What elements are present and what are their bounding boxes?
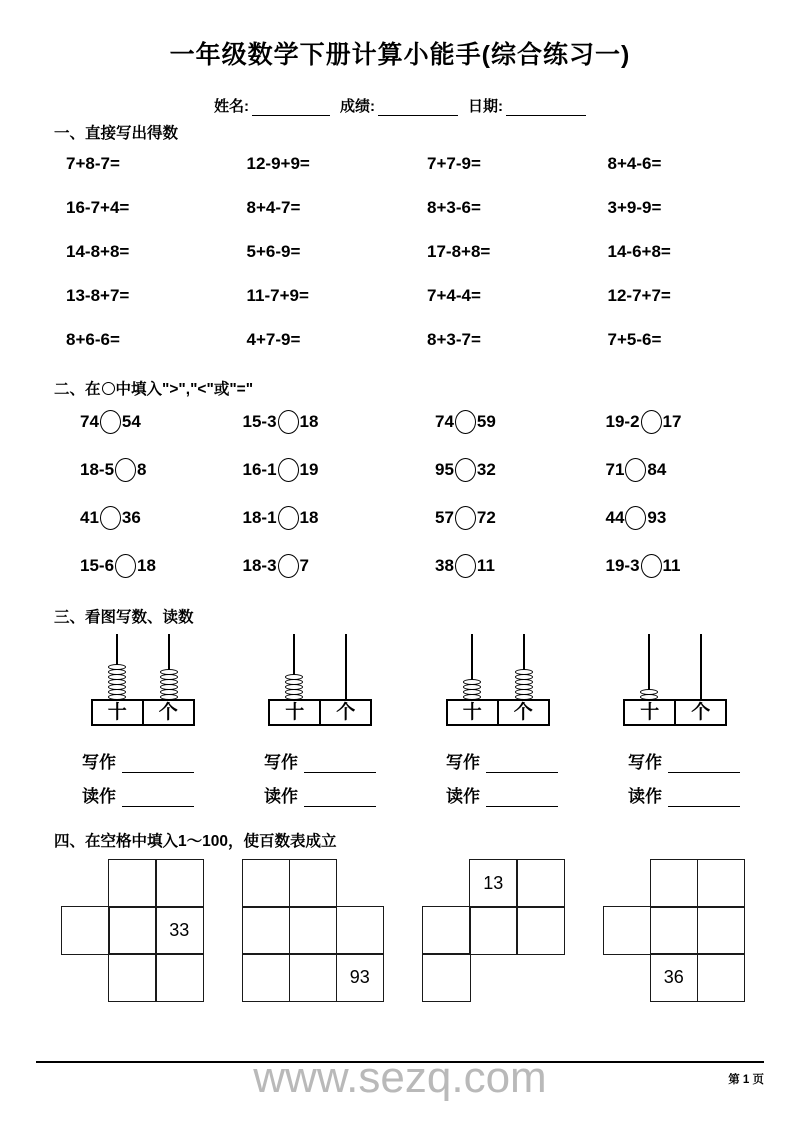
section-abacus-heading: 三、看图写数、读数 bbox=[54, 608, 194, 626]
comparison-problem[interactable] bbox=[58, 554, 235, 578]
arithmetic-problem[interactable]: 11-7+9= bbox=[246, 285, 309, 305]
ones-rod bbox=[320, 634, 372, 700]
comparison-right-operand: 8 bbox=[137, 459, 147, 479]
tens-place-label: 十 bbox=[640, 701, 660, 723]
comparison-circle-blank[interactable] bbox=[115, 458, 136, 482]
arithmetic-problem[interactable]: 7+4-4= bbox=[427, 285, 481, 305]
chart-blank-cell[interactable] bbox=[697, 859, 746, 908]
page-number: 第 1 页 bbox=[728, 1074, 764, 1086]
score-label: 成绩: bbox=[340, 97, 375, 115]
chart-gap bbox=[517, 954, 564, 1001]
comparison-right-operand: 32 bbox=[476, 459, 496, 479]
chart-blank-cell[interactable] bbox=[469, 906, 518, 955]
comparison-right-operand: 11 bbox=[476, 555, 495, 575]
ones-rod bbox=[675, 634, 727, 700]
chart-blank-cell[interactable] bbox=[242, 859, 291, 908]
date-label: 日期: bbox=[468, 97, 503, 115]
abacus-answer-row bbox=[36, 726, 764, 816]
comparison-right-operand: 18 bbox=[299, 411, 319, 431]
ones-rod bbox=[143, 634, 195, 700]
read-as-line bbox=[446, 782, 558, 807]
chart-blank-cell[interactable] bbox=[108, 906, 157, 955]
comparison-left-operand: 74 bbox=[435, 411, 454, 431]
bead-stack bbox=[108, 665, 126, 700]
arithmetic-problem[interactable]: 7+8-7= bbox=[66, 153, 120, 173]
comparison-right-operand: 19 bbox=[299, 459, 319, 479]
section-arithmetic-heading: 一、直接写出得数 bbox=[54, 124, 179, 142]
place-value-box bbox=[268, 699, 372, 726]
section-abacus bbox=[36, 608, 764, 816]
ones-place-label: 个 bbox=[319, 701, 370, 724]
chart-blank-cell[interactable] bbox=[289, 859, 338, 908]
circle-icon bbox=[102, 382, 115, 395]
comparison-right-operand: 11 bbox=[662, 555, 681, 575]
comparison-left-operand: 74 bbox=[80, 411, 99, 431]
hundred-chart-puzzle bbox=[584, 860, 765, 1001]
comparison-problem[interactable] bbox=[411, 458, 588, 482]
chart-gap bbox=[470, 954, 517, 1001]
section-arithmetic bbox=[36, 124, 764, 350]
comparison-problem[interactable] bbox=[411, 506, 588, 530]
date-field bbox=[468, 95, 586, 116]
chart-blank-cell[interactable] bbox=[155, 953, 204, 1002]
arithmetic-problem[interactable]: 16-7+4= bbox=[66, 197, 130, 217]
section-comparison bbox=[36, 380, 764, 578]
chart-blank-cell[interactable] bbox=[242, 906, 291, 955]
write-as-blank[interactable] bbox=[486, 759, 558, 773]
chart-gap bbox=[62, 954, 109, 1001]
comparison-problem[interactable] bbox=[58, 506, 235, 530]
abacus-figure bbox=[232, 634, 410, 726]
section-hundred-chart-heading: 四、在空格中填入1～100，使百数表成立 bbox=[54, 832, 337, 850]
comparison-heading-suffix: 中填入">","<"或"=" bbox=[115, 380, 254, 398]
abacus-figure-row bbox=[36, 634, 764, 726]
tens-rod bbox=[446, 634, 498, 700]
read-as-blank[interactable] bbox=[122, 793, 194, 807]
chart-gap bbox=[603, 860, 650, 907]
arithmetic-problem[interactable]: 5+6-9= bbox=[246, 241, 301, 261]
comparison-problem-grid bbox=[36, 410, 764, 578]
chart-gap bbox=[423, 860, 470, 907]
comparison-left-operand: 15-3 bbox=[242, 411, 277, 431]
comparison-right-operand: 59 bbox=[476, 411, 496, 431]
hundred-chart-row bbox=[36, 860, 764, 1001]
comparison-right-operand: 93 bbox=[647, 507, 667, 527]
comparison-left-operand: 18-3 bbox=[242, 555, 277, 575]
comparison-circle-blank[interactable] bbox=[455, 506, 476, 530]
comparison-right-operand: 7 bbox=[299, 555, 309, 575]
arithmetic-problem[interactable]: 8+3-7= bbox=[427, 329, 481, 349]
write-as-line bbox=[264, 748, 376, 773]
comparison-right-operand: 72 bbox=[476, 507, 496, 527]
chart-blank-cell[interactable] bbox=[697, 906, 746, 955]
comparison-problem[interactable] bbox=[588, 410, 765, 434]
comparison-problem[interactable] bbox=[58, 410, 235, 434]
ones-place-label: 个 bbox=[497, 701, 548, 724]
read-as-blank[interactable] bbox=[486, 793, 558, 807]
place-value-box bbox=[623, 699, 727, 726]
comparison-circle-blank[interactable] bbox=[278, 554, 299, 578]
abacus-figure bbox=[587, 634, 765, 726]
comparison-circle-blank[interactable] bbox=[100, 410, 121, 434]
comparison-circle-blank[interactable] bbox=[641, 554, 662, 578]
comparison-problem[interactable] bbox=[235, 410, 412, 434]
arithmetic-problem[interactable]: 8+4-6= bbox=[607, 153, 662, 173]
write-as-line-label: 写作 bbox=[264, 752, 298, 772]
bead-stack bbox=[463, 680, 481, 700]
read-as-line bbox=[82, 782, 194, 807]
read-as-blank[interactable] bbox=[304, 793, 376, 807]
comparison-problem[interactable] bbox=[588, 458, 765, 482]
comparison-problem[interactable] bbox=[235, 458, 412, 482]
chart-blank-cell[interactable] bbox=[422, 953, 471, 1002]
arithmetic-problem[interactable]: 3+9-9= bbox=[607, 197, 662, 217]
comparison-problem[interactable] bbox=[588, 506, 765, 530]
arithmetic-problem[interactable]: 13-8+7= bbox=[66, 285, 130, 305]
read-as-line-label: 读作 bbox=[82, 786, 116, 806]
arithmetic-problem[interactable]: 14-6+8= bbox=[607, 241, 671, 261]
comparison-circle-blank[interactable] bbox=[455, 554, 476, 578]
chart-blank-cell[interactable] bbox=[516, 859, 565, 908]
arithmetic-problem[interactable]: 12-7+7= bbox=[607, 285, 671, 305]
bead-stack bbox=[160, 670, 178, 700]
comparison-left-operand: 38 bbox=[435, 555, 454, 575]
comparison-circle-blank[interactable] bbox=[278, 410, 299, 434]
comparison-left-operand: 41 bbox=[80, 507, 99, 527]
hundred-chart-puzzle bbox=[223, 860, 404, 1001]
comparison-right-operand: 84 bbox=[647, 459, 667, 479]
comparison-right-operand: 18 bbox=[137, 555, 156, 575]
chart-blank-cell[interactable] bbox=[289, 953, 338, 1002]
abacus-answer-group bbox=[36, 726, 218, 816]
page-title: 一年级数学下册计算小能手(综合练习一) bbox=[169, 41, 631, 69]
name-blank[interactable] bbox=[252, 101, 330, 116]
arithmetic-problem[interactable]: 4+7-9= bbox=[246, 329, 301, 349]
comparison-right-operand: 18 bbox=[299, 507, 319, 527]
chart-blank-cell[interactable] bbox=[289, 906, 338, 955]
write-as-blank[interactable] bbox=[304, 759, 376, 773]
name-label: 姓名: bbox=[214, 97, 249, 115]
chart-blank-cell[interactable] bbox=[336, 906, 385, 955]
write-as-blank[interactable] bbox=[668, 759, 740, 773]
write-as-line bbox=[446, 748, 558, 773]
chart-blank-cell[interactable] bbox=[155, 859, 204, 908]
write-as-line-label: 写作 bbox=[628, 752, 662, 772]
tens-rod bbox=[268, 634, 320, 700]
chart-filled-cell: 13 bbox=[469, 859, 518, 908]
chart-filled-cell: 36 bbox=[650, 953, 699, 1002]
comparison-problem[interactable] bbox=[58, 458, 235, 482]
comparison-circle-blank[interactable] bbox=[100, 506, 121, 530]
chart-blank-cell[interactable] bbox=[603, 906, 652, 955]
tens-place-label: 十 bbox=[285, 701, 305, 723]
write-as-line-label: 写作 bbox=[82, 752, 116, 772]
arithmetic-problem[interactable]: 8+3-6= bbox=[427, 197, 481, 217]
read-as-line-label: 读作 bbox=[264, 786, 298, 806]
name-field bbox=[214, 95, 330, 116]
comparison-circle-blank[interactable] bbox=[278, 458, 299, 482]
chart-blank-cell[interactable] bbox=[242, 953, 291, 1002]
chart-filled-cell: 33 bbox=[155, 906, 204, 955]
comparison-heading-prefix: 二、在 bbox=[54, 380, 101, 398]
score-blank[interactable] bbox=[378, 101, 458, 116]
chart-blank-cell[interactable] bbox=[108, 953, 157, 1002]
chart-blank-cell[interactable] bbox=[697, 953, 746, 1002]
comparison-problem[interactable] bbox=[235, 506, 412, 530]
chart-blank-cell[interactable] bbox=[650, 906, 699, 955]
ones-place-label: 个 bbox=[142, 701, 193, 724]
arithmetic-problem[interactable]: 14-8+8= bbox=[66, 241, 130, 261]
comparison-left-operand: 57 bbox=[435, 507, 454, 527]
comparison-right-operand: 17 bbox=[662, 411, 682, 431]
place-value-box bbox=[91, 699, 195, 726]
comparison-left-operand: 19-2 bbox=[605, 411, 640, 431]
comparison-left-operand: 18-5 bbox=[80, 459, 115, 479]
footer-divider bbox=[36, 1061, 764, 1063]
score-field bbox=[340, 95, 458, 116]
comparison-circle-blank[interactable] bbox=[455, 410, 476, 434]
write-as-line-label: 写作 bbox=[446, 752, 480, 772]
section-hundred-chart bbox=[36, 832, 764, 1001]
comparison-problem[interactable] bbox=[235, 554, 412, 578]
comparison-left-operand: 71 bbox=[605, 459, 625, 479]
chart-blank-cell[interactable] bbox=[516, 906, 565, 955]
arithmetic-problem-grid bbox=[36, 154, 764, 350]
comparison-circle-blank[interactable] bbox=[115, 554, 136, 578]
rod-stem bbox=[345, 634, 347, 700]
tens-place-label: 十 bbox=[107, 701, 127, 723]
arithmetic-problem[interactable]: 8+4-7= bbox=[246, 197, 301, 217]
read-as-line bbox=[628, 782, 740, 807]
chart-blank-cell[interactable] bbox=[61, 906, 110, 955]
chart-blank-cell[interactable] bbox=[422, 906, 471, 955]
comparison-problem[interactable] bbox=[411, 554, 588, 578]
comparison-right-operand: 36 bbox=[121, 507, 141, 527]
ones-rod bbox=[498, 634, 550, 700]
abacus-answer-group bbox=[400, 726, 582, 816]
hundred-chart-puzzle bbox=[403, 860, 584, 1001]
write-as-line bbox=[82, 748, 194, 773]
watermark: www.sezq.com bbox=[253, 1053, 547, 1102]
read-as-line bbox=[264, 782, 376, 807]
comparison-circle-blank[interactable] bbox=[641, 410, 662, 434]
rod-stem bbox=[700, 634, 702, 700]
comparison-left-operand: 19-3 bbox=[605, 555, 640, 575]
comparison-circle-blank[interactable] bbox=[625, 506, 646, 530]
section-comparison-heading bbox=[36, 380, 764, 400]
arithmetic-problem[interactable]: 7+7-9= bbox=[427, 153, 481, 173]
bead-stack bbox=[285, 675, 303, 700]
write-as-blank[interactable] bbox=[122, 759, 194, 773]
comparison-left-operand: 18-1 bbox=[242, 507, 277, 527]
chart-filled-cell: 93 bbox=[336, 953, 385, 1002]
read-as-line-label: 读作 bbox=[628, 786, 662, 806]
abacus-answer-group bbox=[582, 726, 764, 816]
chart-blank-cell[interactable] bbox=[108, 859, 157, 908]
date-blank[interactable] bbox=[506, 101, 586, 116]
comparison-circle-blank[interactable] bbox=[278, 506, 299, 530]
read-as-line-label: 读作 bbox=[446, 786, 480, 806]
tens-rod bbox=[623, 634, 675, 700]
comparison-left-operand: 16-1 bbox=[242, 459, 277, 479]
comparison-right-operand: 54 bbox=[121, 411, 141, 431]
hundred-chart-puzzle bbox=[42, 860, 223, 1001]
chart-blank-cell[interactable] bbox=[650, 859, 699, 908]
abacus-answer-group bbox=[218, 726, 400, 816]
comparison-circle-blank[interactable] bbox=[455, 458, 476, 482]
comparison-circle-blank[interactable] bbox=[625, 458, 646, 482]
chart-gap bbox=[603, 954, 650, 1001]
comparison-left-operand: 95 bbox=[435, 459, 454, 479]
arithmetic-problem[interactable]: 12-9+9= bbox=[246, 153, 310, 173]
comparison-problem[interactable] bbox=[588, 554, 765, 578]
comparison-problem[interactable] bbox=[411, 410, 588, 434]
abacus-figure bbox=[409, 634, 587, 726]
student-info-row bbox=[36, 95, 764, 116]
arithmetic-problem[interactable]: 17-8+8= bbox=[427, 241, 491, 261]
bead-stack bbox=[515, 670, 533, 700]
abacus-figure bbox=[54, 634, 232, 726]
chart-gap bbox=[62, 860, 109, 907]
arithmetic-problem[interactable]: 7+5-6= bbox=[607, 329, 662, 349]
comparison-left-operand: 15-6 bbox=[80, 555, 115, 575]
comparison-left-operand: 44 bbox=[605, 507, 625, 527]
place-value-box bbox=[446, 699, 550, 726]
write-as-line bbox=[628, 748, 740, 773]
arithmetic-problem[interactable]: 8+6-6= bbox=[66, 329, 120, 349]
tens-place-label: 十 bbox=[462, 701, 482, 723]
tens-rod bbox=[91, 634, 143, 700]
read-as-blank[interactable] bbox=[668, 793, 740, 807]
chart-gap bbox=[336, 860, 383, 907]
ones-place-label: 个 bbox=[674, 701, 725, 724]
